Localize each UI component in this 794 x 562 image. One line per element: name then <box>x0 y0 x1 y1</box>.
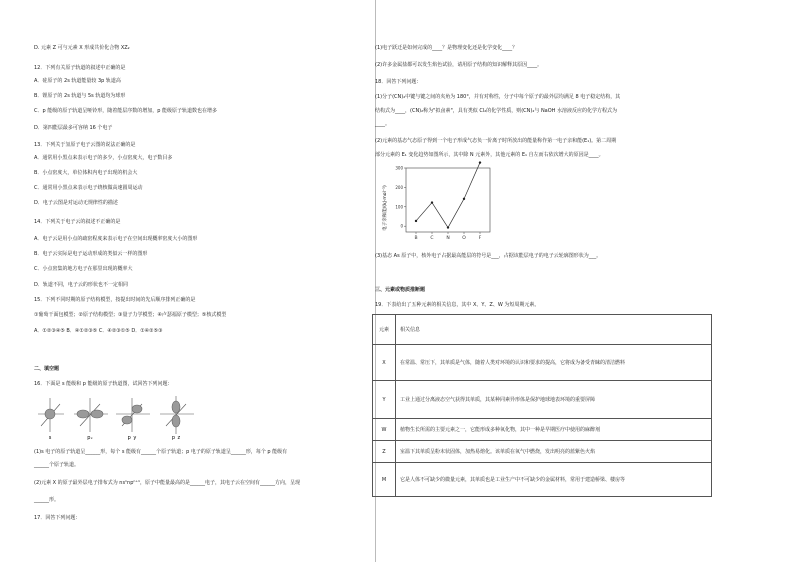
q14-option-a: A．电子云是用小点的疏密程度来表示电子在空间出现概率密度大小的图形 <box>34 236 198 242</box>
q15-stem: 15．下列不同时期的原子结构模型，按提出时间的先后顺序排列正确的是 <box>34 297 196 303</box>
s-orbital-figure <box>38 398 64 432</box>
q16-part1: (1)s 电子的原子轨道呈______形，每个 s 能级有______个原子轨道；p 电子的原子轨道呈______形，每个 p 能级有 <box>34 449 288 455</box>
table-cell-key: X <box>373 345 396 381</box>
table-row <box>373 419 712 441</box>
q14-option-b: B．电子云实际是电子运动形成的类似云一样的图形 <box>34 251 148 257</box>
data-point <box>447 226 449 228</box>
q18-part2-cont: 部分元素的 E₁ 变化趋势如图所示，其中除 N 元素外，其他元素的 E₁ 自左而右依次增大的原因是____。 <box>375 152 604 158</box>
q12-stem: 12．下列有关原子轨道的叙述中正确的是 <box>34 65 126 71</box>
q12-option-d: D．第四能层最多可容纳 16 个电子 <box>34 125 113 131</box>
q17-part1: (1)电子跃迁是如何完成的____？是物理变化还是化学变化____？ <box>375 45 518 51</box>
table-row <box>373 381 712 419</box>
electron-affinity-chart <box>378 160 498 248</box>
py-orbital-label: p_y <box>127 435 137 440</box>
q18-part3: (3)基态 As 原子中，核外电子占据最高能层的符号是___，占据该能层电子的电子云轮廓图形状为___。 <box>375 253 602 259</box>
chart-axes <box>395 166 490 242</box>
table-header-element: 元素 <box>373 315 396 345</box>
x-tick-label: B <box>414 236 418 241</box>
s-orbital-label: s <box>48 435 52 440</box>
q12-option-c: C．p 能级的原子轨道呈哑铃形，随着能层序数的增加，p 能级原子轨道数也在增多 <box>34 108 218 114</box>
chart-frame <box>406 168 490 232</box>
q13-stem: 13．下列关于氢原子电子云图的说法正确的是 <box>34 142 136 148</box>
q16-part2-cont: ______形。 <box>34 497 60 503</box>
table-cell-value: 植物生长所需的主要元素之一，它能形成多种氧化物，其中一种是早期医疗中使用的麻醉剂 <box>396 419 712 441</box>
data-point <box>463 198 465 200</box>
table-row <box>373 463 712 497</box>
q14-option-d: D．轨道不同，电子云的形状也不一定相同 <box>34 282 128 288</box>
pz-orbital-label: p_z <box>171 435 181 440</box>
q11-option-d: D. 元素 Z 可与元素 X 形成共价化合物 XZ₂ <box>34 45 130 51</box>
table-row <box>373 441 712 463</box>
q16-part1-cont: ______个原子轨道。 <box>34 462 80 468</box>
table-cell-value: 室温下其单质呈粉末状固体，加热易熔化。该单质在氧气中燃烧，发出明亮的蓝紫色火焰 <box>396 441 712 463</box>
chart-marks <box>415 161 481 228</box>
q18-part2: (2)元素的基态气态原子得到一个电子形成气态负一价离子时所放出的能量称作第一电子亲和能(E₁)。第二周期 <box>375 138 617 144</box>
q16-part2: (2)元素 X 的原子最外层电子排布式为 nsⁿnpⁿ⁺¹，原子中能量最高的是______电子，其电子云在空间有______方向，呈现 <box>34 480 301 486</box>
x-tick-label: O <box>462 236 466 241</box>
q17-stem: 17．回答下列问题： <box>34 515 81 521</box>
table-header-info: 相关信息 <box>396 315 712 345</box>
table-cell-key: M <box>373 463 396 497</box>
q12-option-a: A．硅原子的 2s 轨道能量较 3p 轨道高 <box>34 78 121 84</box>
q16-stem: 16．下面是 s 能级和 p 能级的原子轨道图，试回答下列问题： <box>34 381 173 387</box>
q18-part1-cont: 结构式为____，(CN)₂称为"拟卤素"，具有类似 Cl₂的化学性质，则(CN)₂与 NaOH 水溶液反应的化学方程式为 <box>375 108 618 114</box>
element-info-table <box>372 314 712 497</box>
table-cell-key: Z <box>373 441 396 463</box>
orbital-diagrams <box>36 392 216 440</box>
table-header-row <box>373 315 712 345</box>
table-cell-value: 它是人体不可缺少的微量元素，其单质也是工业生产中不可缺少的金属材料，常用于建造桥梁、楼房等 <box>396 463 712 497</box>
section-3-title: 三、元素或物质推断题 <box>375 287 426 293</box>
data-point <box>479 161 481 163</box>
q15-models: ①葡萄干面包模型；②原子结构模型；③量子力学模型；④卢瑟福原子模型；⑤核式模型 <box>34 312 227 318</box>
q13-option-b: B．小点密度大，单位体积内电子出现的机会大 <box>34 170 138 176</box>
table-row <box>373 345 712 381</box>
q14-stem: 14．下列关于电子云的叙述不正确的是 <box>34 219 121 225</box>
x-tick-label: C <box>430 236 434 241</box>
q18-part1-cont2: ____。 <box>375 121 391 127</box>
q12-option-b: B．锂原子的 2s 轨道与 5s 轨道均为球形 <box>34 93 126 99</box>
table-cell-value: 在常温、常压下，其单质是气体，随着人类对环境的认识和要求的提高，它将成为备受青睐的清洁燃料 <box>396 345 712 381</box>
px-orbital-label: pₓ <box>87 435 93 440</box>
q13-option-d: D．电子云图是对运动无规律性的描述 <box>34 200 118 206</box>
chart-ylabel: 电子亲和能/(kJ·mol⁻¹) <box>383 185 388 231</box>
table-cell-value: 工业上通过分离液态空气获得其单质，其某种同素异形体是保护地球地表环境的重要屏障 <box>396 381 712 419</box>
q13-option-c: C．通常用小黑点来表示电子绕核做高速圆周运动 <box>34 185 143 191</box>
q14-option-c: C．小点密集的地方电子在那里出现的概率大 <box>34 266 133 272</box>
pz-orbital-figure <box>160 396 194 434</box>
x-tick-label: N <box>446 236 450 241</box>
y-tick-label: 0 <box>400 223 403 229</box>
q17-part2: (2)许多金属盐都可以发生焰色试验，请用原子结构的知识解释其原因____。 <box>375 62 543 68</box>
table-cell-key: W <box>373 419 396 441</box>
q15-options: A．①②③④⑤ B．④①②③⑤ C．④②③①⑤ D．①④②⑤③ <box>34 328 163 334</box>
y-tick-label: 200 <box>395 184 403 190</box>
section-2-title: 二、填空题 <box>34 366 60 372</box>
x-tick-label: F <box>478 236 482 241</box>
q18-part1: (1)分子(CN)₂中键与键之间的夹角为 180°，并有对称性，分子中每个原子的最外层均满足 8 电子稳定结构，其 <box>375 94 621 100</box>
y-tick-label: 100 <box>395 204 403 210</box>
px-orbital-figure <box>74 398 108 432</box>
q19-stem: 19．下表给出了五种元素的相关信息，其中 X、Y、Z、W 为短周期元素。 <box>375 302 540 308</box>
q13-option-a: A．通常用小黑点来表示电子的多少，小点密度大，电子数目多 <box>34 155 173 161</box>
data-point <box>431 201 433 203</box>
series-line <box>416 163 480 228</box>
table-cell-key: Y <box>373 381 396 419</box>
py-orbital-figure <box>116 398 150 432</box>
y-tick-label: 300 <box>395 165 403 171</box>
data-point <box>415 220 417 222</box>
q18-stem: 18．回答下列问题： <box>375 79 422 85</box>
